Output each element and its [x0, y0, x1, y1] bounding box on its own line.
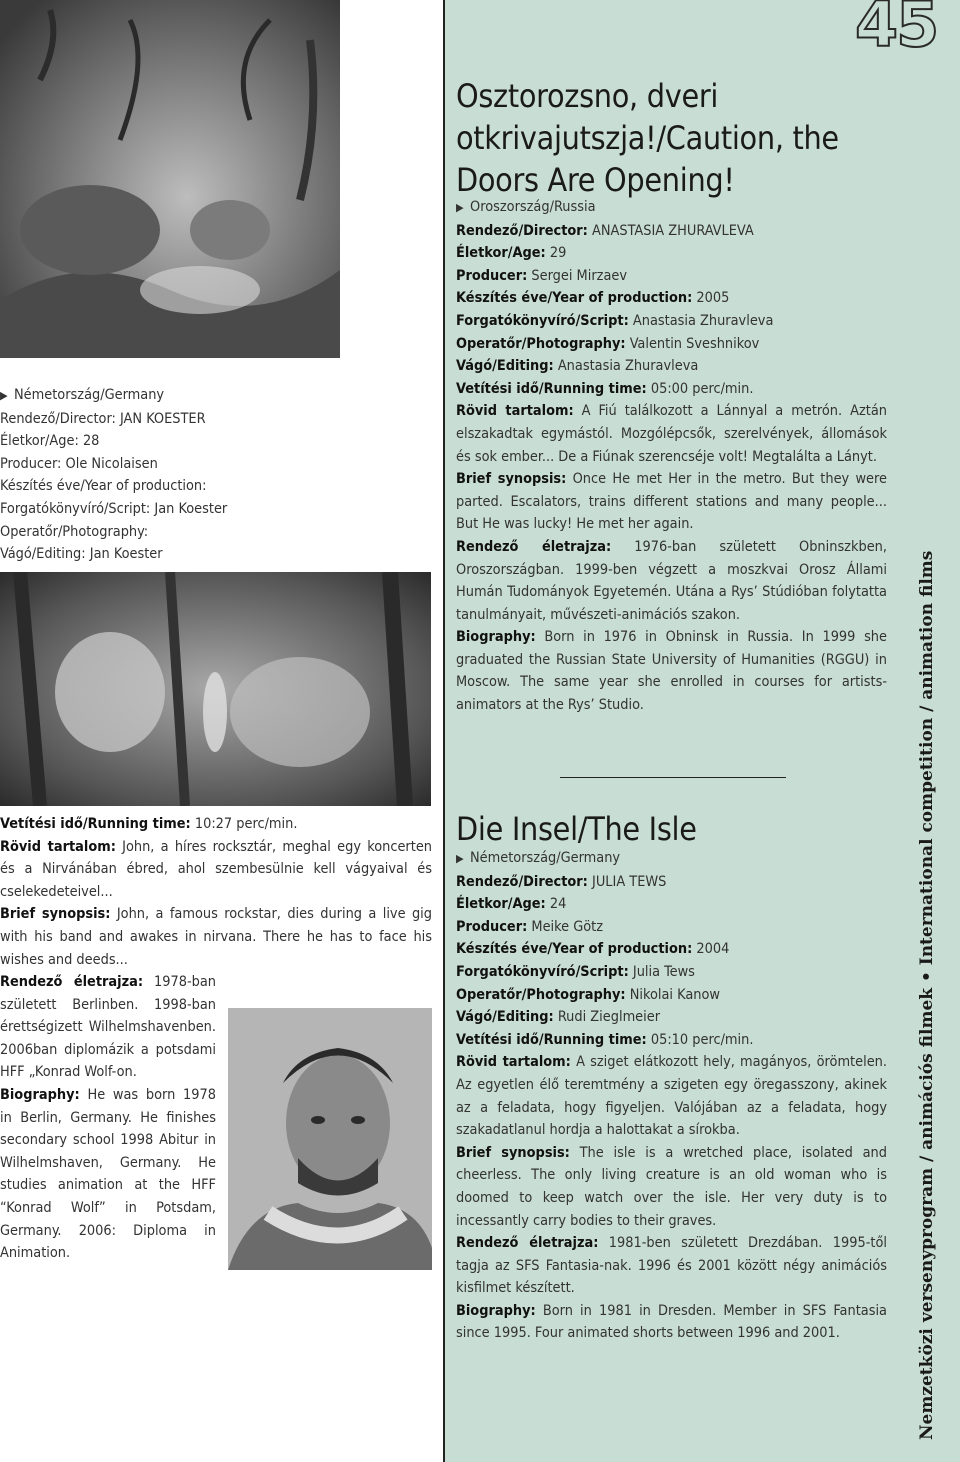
- film2-title: Osztorozsno, dveri otkrivajutszja!/Caution, the Doors Are Opening!: [456, 77, 839, 199]
- film1-running-line: Vetítési idő/Running time: 10:27 perc/min.: [0, 816, 298, 832]
- film1-producer-line: Producer: Ole Nicolaisen: [0, 455, 158, 472]
- triangle-bullet-icon: ▶: [0, 389, 8, 402]
- film3-photo-line: Operatőr/Photography: Nikolai Kanow: [456, 986, 720, 1003]
- film3-synopsis: Brief synopsis: The isle is a wretched place, isolated and cheerless. The only living creature is an old woman who is doomed to keep watch over the isle. Her very duty is to incessantly carry bodies to their graves.: [456, 1144, 887, 1229]
- film3-credits: [456, 847, 887, 1345]
- film1-synopsis: Brief synopsis: John, a famous rockstar, dies during a live gig with his band and awakes in nirvana. There he has to face his wishes and deeds...: [0, 906, 432, 968]
- film1-director-line: Rendező/Director: JAN KOESTER: [0, 410, 206, 427]
- film2-director-line: Rendező/Director: ANASTASIA ZHURAVLEVA: [456, 222, 754, 239]
- column-divider: [443, 0, 445, 1462]
- film3-editing-line: Vágó/Editing: Rudi Zieglmeier: [456, 1009, 661, 1026]
- film3-bio-en: Biography: Born in 1981 in Dresden. Member in SFS Fantasia since 1995. Four animated shorts between 1996 and 2001.: [456, 1302, 887, 1342]
- film2-summary-hu: Rövid tartalom: A Fiú találkozott a Lánnyal a metrón. Aztán elszakadtak egymástól. Mozgólépcsők, szerelvények, állomások és sok ember... De a Fiúnak szerencséje volt! Megtalálta a Lányt.: [456, 403, 887, 465]
- film2-running-line: Vetítési idő/Running time: 05:00 perc/min.: [456, 380, 754, 397]
- page-number: 45: [855, 0, 938, 61]
- film3-country-line: ▶ Németország/Germany: [456, 847, 887, 871]
- film3-running-line: Vetítési idő/Running time: 05:10 perc/min.: [456, 1031, 754, 1048]
- film1-bio: [0, 971, 216, 1265]
- film1-still-top: [0, 0, 340, 358]
- director1-portrait: [228, 1008, 432, 1270]
- film1-bio-en: Biography: He was born 1978 in Berlin, Germany. He finishes secondary school 1998 Abitur in Wilhelmshaven, Germany. He studies animation at the HFF “Konrad Wolf” in Potsdam, Germany. 2006: Diploma in Animation.: [0, 1086, 216, 1262]
- triangle-bullet-icon: ▶: [456, 852, 464, 865]
- film1-details: [0, 813, 432, 971]
- film1-country: Németország/Germany: [14, 387, 165, 403]
- film3-bio-hu: Rendező életrajza: 1981-ben született Drezdában. 1995-től tagja az SFS Fantasia-nak. 1996 és 2001 között négy animációs kisfilmet készített.: [456, 1235, 887, 1297]
- section-side-label: Nemzetközi versenyprogram / animációs filmek • International competition / animation films: [917, 550, 937, 1440]
- film3-summary-hu: Rövid tartalom: A sziget elátkozott hely, magányos, örömtelen. Az egyetlen élő teremtmény a szigeten egy öregasszony, akinek az a feladata, hogy figyeljen. Valójában az a feladata, hogy szakadatlanul hordja a halottakat a sírokba.: [456, 1054, 887, 1139]
- film1-credits: [0, 384, 430, 566]
- film1-summary-hu: Rövid tartalom: John, a híres rocksztár, meghal egy koncerten és a Nirvánában ébred, ahol szembesülnie kell vágyaival és cselekedeteivel...: [0, 838, 432, 900]
- film3-title: Die Insel/The Isle: [456, 810, 697, 848]
- film2-editing-line: Vágó/Editing: Anastasia Zhuravleva: [456, 358, 699, 375]
- film3-producer-line: Producer: Meike Götz: [456, 918, 604, 935]
- section-separator: [560, 777, 786, 778]
- film2-synopsis: Brief synopsis: Once He met Her in the metro. But they were parted. Escalators, trains different stations and many people... But He was lucky! He met her again.: [456, 471, 887, 533]
- film1-photo-line: Operatőr/Photography:: [0, 523, 149, 540]
- film1-bio-hu: Rendező életrajza: 1978-ban született Berlinben. 1998-ban érettségizett Wilhelmshavenben. 2006ban diplomázik a potsdami HFF „Konrad Wolf-on.: [0, 974, 216, 1081]
- film2-script-line: Forgatókönyvíró/Script: Anastasia Zhuravleva: [456, 312, 774, 329]
- film1-still-bottom: [0, 572, 431, 806]
- film1-country-line: [0, 384, 430, 408]
- film2-photo-line: Operatőr/Photography: Valentin Sveshnikov: [456, 335, 760, 352]
- film2-producer-line: Producer: Sergei Mirzaev: [456, 267, 628, 284]
- film1-editing-line: Vágó/Editing: Jan Koester: [0, 546, 163, 563]
- film3-year-line: Készítés éve/Year of production: 2004: [456, 941, 730, 958]
- film1-script-line: Forgatókönyvíró/Script: Jan Koester: [0, 500, 228, 517]
- film2-bio-hu: Rendező életrajza: 1976-ban született Obninszkben, Oroszországban. 1999-ben végzett a moszkvai Orosz Állami Humán Tudományok Egyetemén. Utána a Rys’ Stúdióban folytatta tanulmányait, művészeti-animációs szakon.: [456, 538, 887, 623]
- triangle-bullet-icon: ▶: [456, 201, 464, 214]
- film2-year-line: Készítés éve/Year of production: 2005: [456, 290, 730, 307]
- film2-credits: [456, 196, 887, 717]
- film2-country-line: ▶ Oroszország/Russia: [456, 196, 887, 220]
- film3-age-line: Életkor/Age: 24: [456, 896, 567, 913]
- film1-age-line: Életkor/Age: 28: [0, 433, 100, 450]
- film3-script-line: Forgatókönyvíró/Script: Julia Tews: [456, 963, 695, 980]
- film2-bio-en: Biography: Born in 1976 in Obninsk in Russia. In 1999 she graduated the Russian State University of Humanities (RGGU) in Moscow. The same year she enrolled in courses for artists-animators at the Rys’ Studio.: [456, 629, 887, 714]
- film2-age-line: Életkor/Age: 29: [456, 245, 567, 262]
- film3-director-line: Rendező/Director: JULIA TEWS: [456, 873, 667, 890]
- film1-director: JAN KOESTER: [120, 410, 206, 427]
- film1-year-line: Készítés éve/Year of production:: [0, 478, 207, 495]
